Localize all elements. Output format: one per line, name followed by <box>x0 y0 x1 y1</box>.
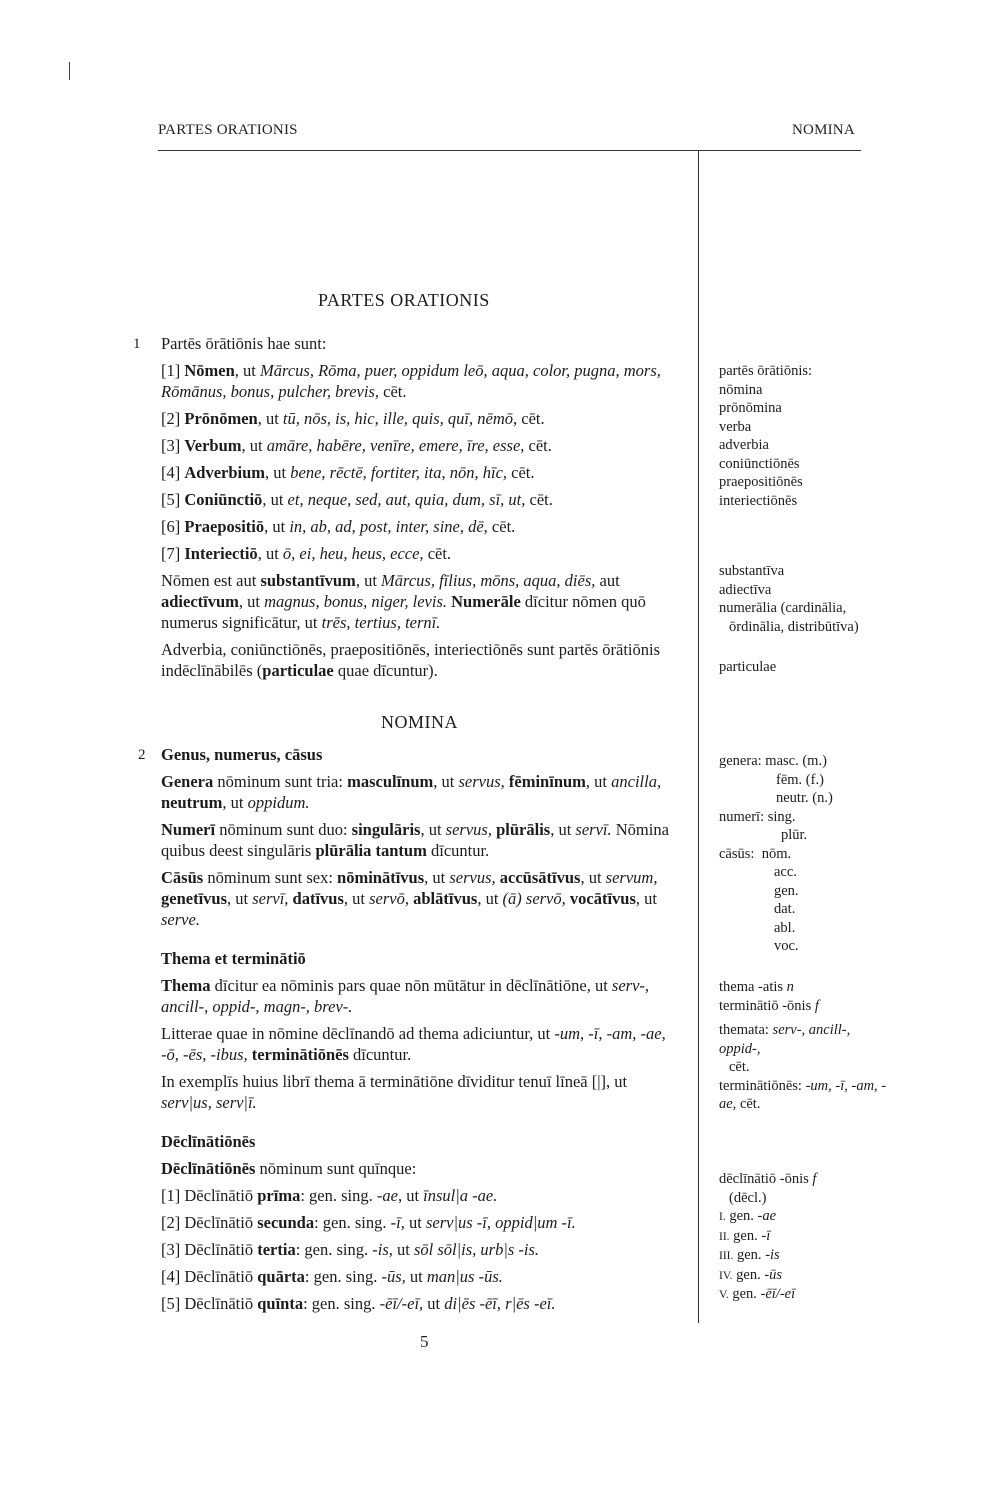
numeri-paragraph: Numerī nōminum sunt duo: singulāris, ut servus, plūrālis, ut servī. Nōmina quibus deest singulāris plūrālia tantum dīcuntur. <box>161 820 669 860</box>
margin-declinationes: dēclīnātiō -ōnis f (dēcl.) I. gen. -ae II. gen. -ī III. gen. -is IV. gen. -ūs V. gen. -ēī/-eī <box>719 1171 817 1302</box>
header-rule <box>158 150 861 151</box>
exemplis-paragraph: In exemplīs huius librī thema ā terminātiōne dīviditur tenuī līneā [|], ut serv|us, serv|ī. <box>161 1072 628 1112</box>
running-header-right: NOMINA <box>792 122 855 138</box>
partes-item-1: [1] Nōmen, ut Mārcus, Rōma, puer, oppidum leō, aqua, color, pugna, mors, Rōmānus, bonus, pulcher, brevis, cēt. <box>161 361 661 401</box>
section-title-partes: PARTES ORATIONIS <box>318 290 490 310</box>
partes-item-4: [4] Adverbium, ut bene, rēctē, fortiter, ita, nōn, hīc, cēt. <box>161 463 535 482</box>
term-pronomen: Prōnōmen <box>184 409 258 428</box>
declinatio-5: [5] Dēclīnātiō quīnta: gen. sing. -ēī/-eī, ut di|ēs -ēī, r|ēs -eī. <box>161 1294 556 1313</box>
margin-particulae: particulae <box>719 659 777 675</box>
litterae-paragraph: Litterae quae in nōmine dēclīnandō ad thema adiciuntur, ut -um, -ī, -am, -ae, -ō, -ēs, -ibus, terminātiōnēs dīcuntur. <box>161 1024 666 1064</box>
partes-item-6: [6] Praepositiō, ut in, ab, ad, post, inter, sine, dē, cēt. <box>161 517 516 536</box>
genera-paragraph: Genera nōminum sunt tria: masculīnum, ut servus, fēminīnum, ut ancilla, neutrum, ut oppidum. <box>161 772 662 812</box>
partes-block <box>161 333 681 681</box>
paragraph-number-1: 1 <box>133 336 141 352</box>
scan-tick-mark <box>69 62 70 80</box>
thema-paragraph: Thema dīcitur ea nōminis pars quae nōn mūtātur in dēclīnātiōne, ut serv-, ancill-, oppid-, magn-, brev-. <box>161 976 650 1016</box>
term-praepositio: Praepositiō <box>184 517 265 536</box>
running-header-left: PARTES ORATIONIS <box>158 122 298 138</box>
declinatio-2: [2] Dēclīnātiō secunda: gen. sing. -ī, ut serv|us -ī, oppid|um -ī. <box>161 1213 576 1232</box>
partes-item-3: [3] Verbum, ut amāre, habēre, venīre, emere, īre, esse, cēt. <box>161 436 552 455</box>
declinatio-3: [3] Dēclīnātiō tertia: gen. sing. -is, ut sōl sōl|is, urb|s -is. <box>161 1240 540 1259</box>
margin-thema: thema -atis n terminātiō -ōnis f themata: serv-, ancill-, oppid-, cēt. terminātiōnēs: -um, -ī, -am, -ae, cēt. <box>719 979 887 1112</box>
margin-partes: partēs ōrātiōnis: nōmina prōnōmina verba adverbia coniūnctiōnēs praepositiōnēs interiectiōnēs <box>719 363 813 509</box>
declinatio-1: [1] Dēclīnātiō prīma: gen. sing. -ae, ut īnsul|a -ae. <box>161 1186 498 1205</box>
partes-item-7: [7] Interiectiō, ut ō, ei, heu, heus, ecce, cēt. <box>161 544 452 563</box>
casus-paragraph: Cāsūs nōminum sunt sex: nōminātīvus, ut servus, accūsātīvus, ut servum, genetīvus, ut servī, datīvus, ut servō, ablātīvus, ut (ā) servō, vocātīvus, ut serve. <box>161 868 658 929</box>
term-verbum: Verbum <box>184 436 242 455</box>
term-interiectio: Interiectiō <box>184 544 258 563</box>
subsection-title-genus: Genus, numerus, cāsus <box>161 745 323 764</box>
partes-intro: Partēs ōrātiōnis hae sunt: <box>161 334 327 353</box>
nomen-paragraph: Nōmen est aut substantīvum, ut Mārcus, fīlius, mōns, aqua, diēs, aut adiectīvum, ut magnus, bonus, niger, levis. Numerāle dīcitur nōmen quō numerus significātur, ut trēs, tertius, ternī. <box>161 571 646 632</box>
term-nomen: Nōmen <box>184 361 235 380</box>
paragraph-number-2: 2 <box>138 747 146 763</box>
term-coniunctio: Coniūnctiō <box>184 490 263 509</box>
section-title-nomina: NOMINA <box>381 712 458 732</box>
page-number: 5 <box>420 1332 429 1351</box>
subsection-title-thema: Thema et terminātiō <box>161 949 306 968</box>
declinatio-4: [4] Dēclīnātiō quārta: gen. sing. -ūs, ut man|us -ūs. <box>161 1267 503 1286</box>
term-adverbium: Adverbium <box>184 463 266 482</box>
margin-genera: genera: masc. (m.) fēm. (f.) neutr. (n.) numerī: sing. plūr. cāsūs: nōm. acc. gen. dat. abl. voc. <box>719 753 833 954</box>
partes-item-5: [5] Coniūnctiō, ut et, neque, sed, aut, quia, dum, sī, ut, cēt. <box>161 490 553 509</box>
adverbia-paragraph: Adverbia, coniūnctiōnēs, praepositiōnēs, interiectiōnēs sunt partēs ōrātiōnis indēclīnābilēs (particulae quae dīcuntur). <box>161 640 660 680</box>
partes-item-2: [2] Prōnōmen, ut tū, nōs, is, hic, ille, quis, quī, nēmō, cēt. <box>161 409 545 428</box>
subsection-title-declinationes: Dēclīnātiōnēs <box>161 1132 256 1151</box>
margin-substantiva: substantīva adiectīva numerālia (cardinālia, ōrdinālia, distribūtīva) <box>719 563 859 635</box>
nomina-block <box>161 744 681 1314</box>
declinationes-intro: Dēclīnātiōnēs nōminum sunt quīnque: <box>161 1159 417 1178</box>
margin-divider <box>698 150 699 1323</box>
